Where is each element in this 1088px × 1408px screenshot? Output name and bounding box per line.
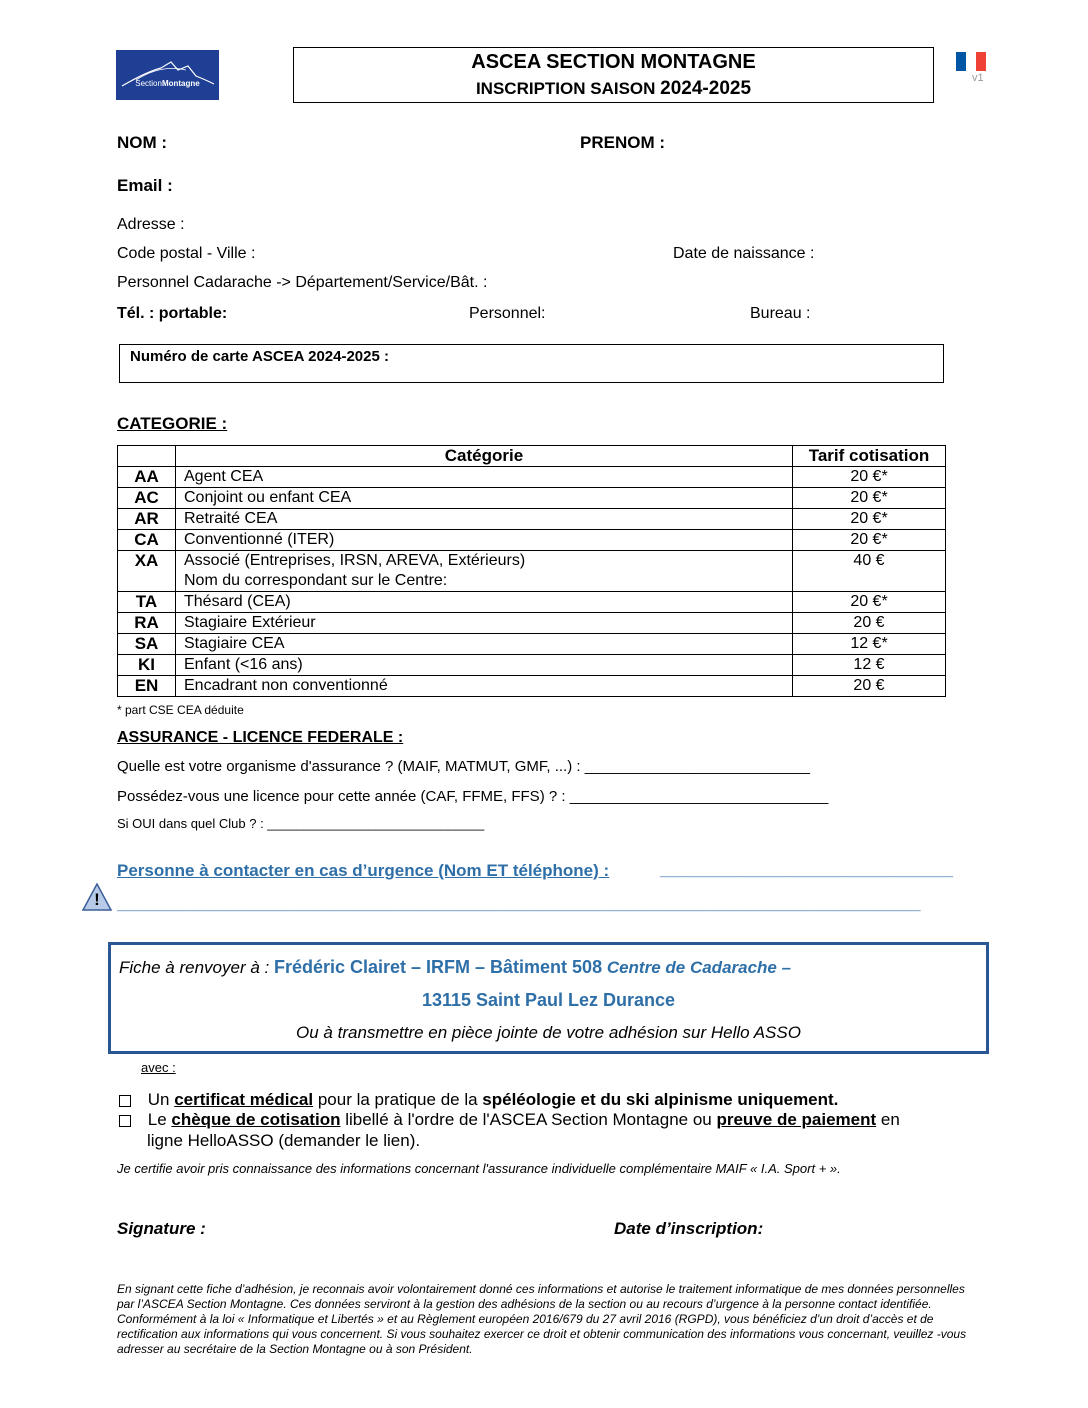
title-box [293,47,934,103]
header-code-cell [118,446,176,467]
return-line-1: Fiche à renvoyer à : Frédéric Clairet – IRFM – Bâtiment 508 Centre de Cadarache – [119,957,792,977]
logo-text: SectionMontagne [135,79,200,88]
prenom-label: PRENOM : [580,133,665,152]
date-inscription-label: Date d’inscription: [614,1219,764,1238]
checkbox[interactable] [119,1115,131,1127]
card-number-label: Numéro de carte ASCEA 2024-2025 : [130,348,389,365]
version-label: v1 [972,72,984,84]
tel-personnel-label: Personnel: [469,305,546,322]
category-code: AC [118,488,176,509]
return-address: 13115 Saint Paul Lez Durance [421,990,676,1010]
urgence-line-2: _____________________________________________________________________________________ [117,894,921,913]
category-price: 20 € [793,613,946,634]
table-row [118,655,946,676]
french-flag-icon [956,52,986,71]
cse-note: * part CSE CEA déduite [117,703,244,717]
licence-question: Possédez-vous une licence pour cette année (CAF, FFME, FFS) ? : _______________________________ [117,788,829,805]
category-code: EN [118,676,176,697]
adresse-label: Adresse : [117,216,185,233]
return-alt: Ou à transmettre en pièce jointe de votre adhésion sur Hello ASSO [296,1023,801,1042]
warning-icon: ! [82,883,112,911]
email-label: Email : [117,176,173,195]
assurance-question: Quelle est votre organisme d'assurance ? (MAIF, MATMUT, GMF, ...) : ___________________________ [117,758,810,775]
table-row [118,530,946,551]
signature-label: Signature : [117,1219,206,1238]
code-postal-label: Code postal - Ville : [117,245,256,262]
category-label: Stagiaire Extérieur [176,613,793,634]
category-label-line2: Nom du correspondant sur le Centre: [184,572,448,589]
category-label: Stagiaire CEA [176,634,793,655]
table-header-row [118,446,946,467]
category-code: TA [118,592,176,613]
rgpd-footer: En signant cette fiche d’adhésion, je reconnais avoir volontairement donné ces informations et autorise le traitement informatique de mes données personnelles par l’ASCEA Section Montagne. Ces données serviront à la gestion des adhésions de la section ou au recours d’urgence à la personne contact identifiée. Conformément à la loi « Informatique et Libertés » et au Règlement européen 2016/679 du 27 avril 2016 (RGPD), vous bénéficiez d’un droit d’accès et de rectification aux informations qui vous concernent. Si vous souhaitez exercer ce droit et obtenir communication des informations vous concernant, veuillez -vous adresser au secrétaire de la Section Montagne ou à son Président. [117,1282,967,1356]
return-address-box [108,942,989,1054]
mountain-icon [116,50,219,100]
table-row [118,509,946,530]
table-row [118,613,946,634]
category-label: Thésard (CEA) [176,592,793,613]
category-code: RA [118,613,176,634]
category-label-line1: Associé (Entreprises, IRSN, AREVA, Extérieurs) [184,552,526,569]
category-price: 12 € [793,655,946,676]
date-naissance-label: Date de naissance : [673,245,815,262]
category-price: 20 € [793,676,946,697]
checkbox[interactable] [119,1095,131,1107]
category-price: 20 €* [793,509,946,530]
category-price: 20 €* [793,592,946,613]
category-label [176,551,793,592]
category-code: XA [118,551,176,592]
page-title: ASCEA SECTION MONTAGNE [471,51,756,73]
table-row [118,467,946,488]
table-row [118,676,946,697]
category-code: AR [118,509,176,530]
checklist-item-cheque: Le chèque de cotisation libellé à l'ordre de l'ASCEA Section Montagne ou preuve de paiement en [119,1110,900,1130]
tel-portable-label: Tél. : portable: [117,305,228,322]
table-row [118,488,946,509]
page-subtitle: INSCRIPTION SAISON 2024-2025 [475,78,752,99]
header-categorie: Catégorie [176,446,793,467]
category-code: AA [118,467,176,488]
urgence-label: Personne à contacter en cas d’urgence (Nom ET téléphone) : [117,861,610,880]
checklist-item-certificat: Un certificat médical pour la pratique de la spéléologie et du ski alpinisme uniquement. [119,1090,838,1110]
category-code: KI [118,655,176,676]
category-label: Agent CEA [176,467,793,488]
category-code: SA [118,634,176,655]
table-row [118,592,946,613]
checklist-item-cheque-cont: ligne HelloASSO (demander le lien). [147,1131,421,1150]
assurance-heading: ASSURANCE - LICENCE FEDERALE : [117,729,404,746]
category-label: Enfant (<16 ans) [176,655,793,676]
header-tarif: Tarif cotisation [793,446,946,467]
category-label: Encadrant non conventionné [176,676,793,697]
table-row [118,634,946,655]
card-number-box [119,344,944,383]
category-price: 20 €* [793,488,946,509]
nom-label: NOM : [117,133,168,152]
category-price: 12 €* [793,634,946,655]
category-price: 40 € [793,551,946,592]
categorie-heading: CATEGORIE : [117,414,228,433]
category-price: 20 €* [793,467,946,488]
category-code: CA [118,530,176,551]
table-row [118,551,946,592]
category-label: Conjoint ou enfant CEA [176,488,793,509]
tel-bureau-label: Bureau : [750,305,811,322]
category-table [117,445,946,697]
avec-label: avec : [141,1060,176,1075]
urgence-line-1: _______________________________ [660,860,954,879]
category-price: 20 €* [793,530,946,551]
section-montagne-logo [116,50,219,100]
category-label: Conventionné (ITER) [176,530,793,551]
club-question: Si OUI dans quel Club ? : ______________________________ [117,816,485,831]
personnel-cadarache-label: Personnel Cadarache -> Département/Service/Bât. : [117,274,488,291]
category-label: Retraité CEA [176,509,793,530]
certify-text: Je certifie avoir pris connaissance des informations concernant l'assurance individuelle complémentaire MAIF « I.A. Sport + ». [117,1161,841,1176]
